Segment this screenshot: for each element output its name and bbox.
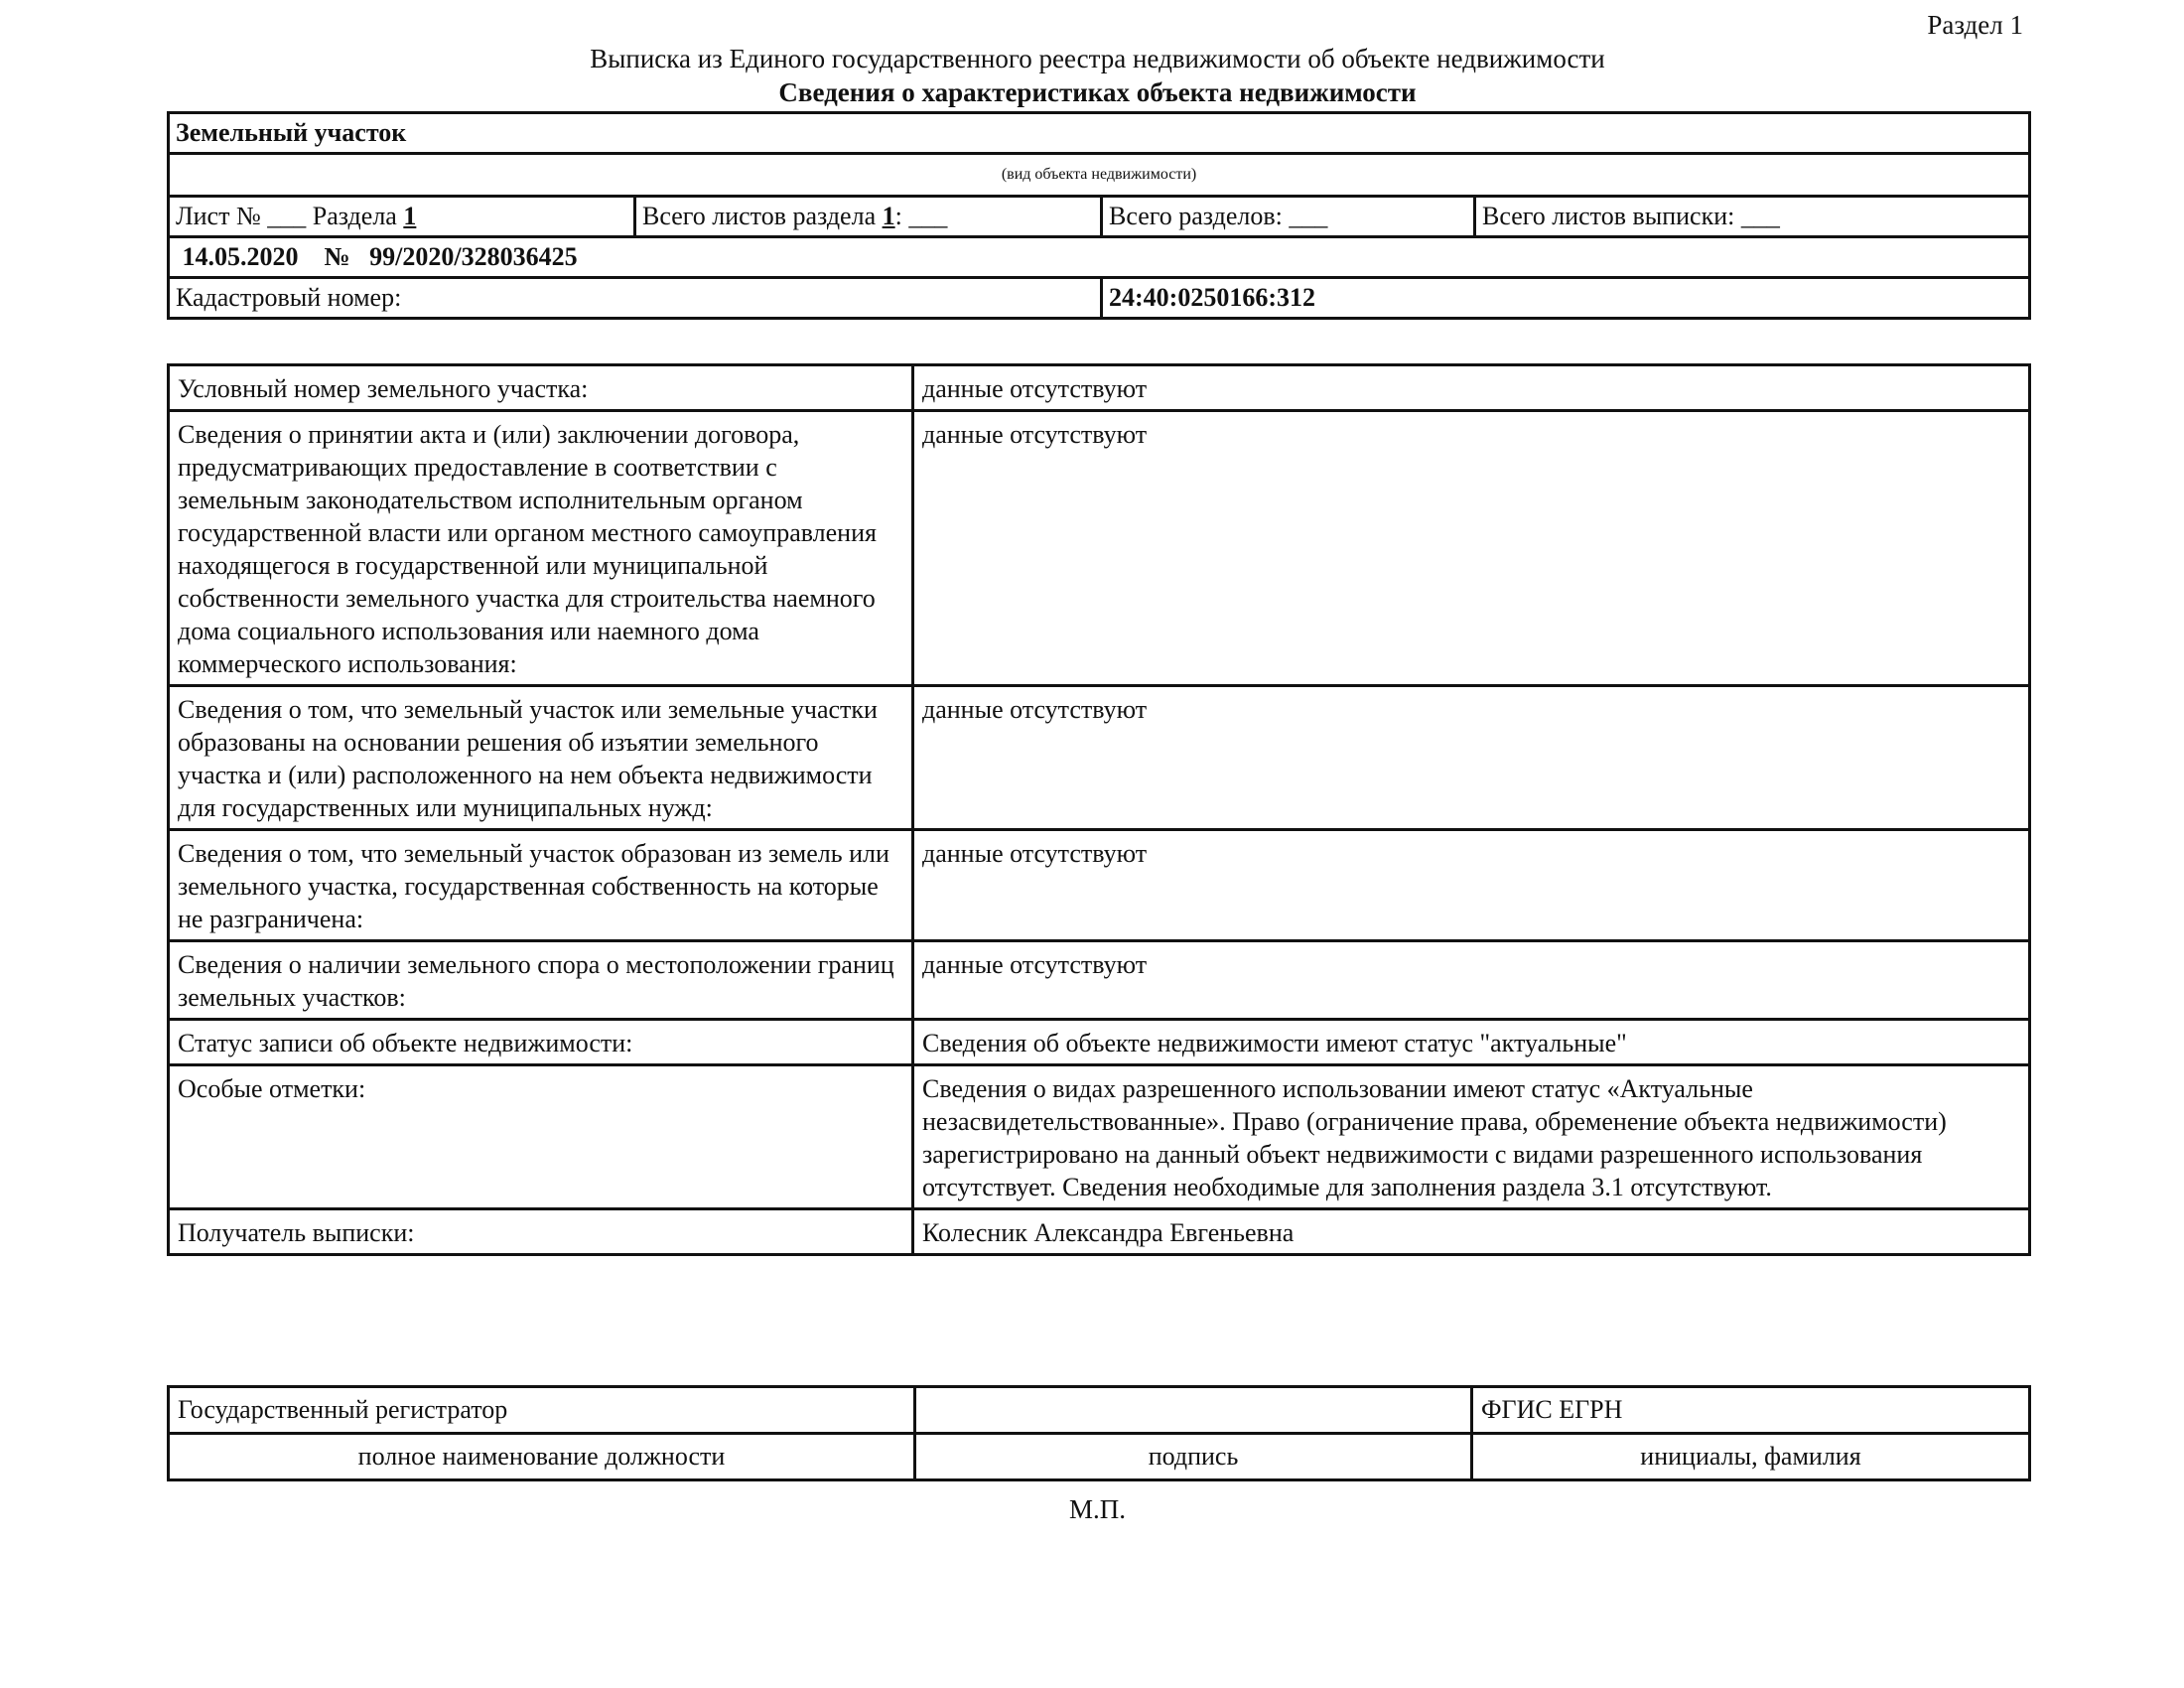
position-caption: полное наименование должности: [169, 1434, 915, 1480]
row-label: Сведения о наличии земельного спора о местоположении границ земельных участков:: [169, 941, 913, 1020]
signature-caption: подпись: [915, 1434, 1472, 1480]
row-value: Сведения об объекте недвижимости имеют статус "актуальные": [913, 1020, 2030, 1065]
row-value: данные отсутствуют: [913, 365, 2030, 411]
row-label: Сведения о том, что земельный участок образован из земель или земельного участка, государственная собственность на которые не разграничена:: [169, 830, 913, 941]
row-value: данные отсутствуют: [913, 411, 2030, 686]
table-row: [169, 1209, 2030, 1255]
registrar-signature: [915, 1387, 1472, 1434]
stamp-place: М.П.: [1068, 1494, 1126, 1524]
registrar-position: Государственный регистратор: [169, 1387, 915, 1434]
sheet-number-value: 1: [403, 202, 417, 230]
row-label: Условный номер земельного участка:: [169, 365, 913, 411]
cadastral-value: 24:40:0250166:312: [1102, 278, 2030, 319]
object-type: Земельный участок: [169, 113, 2030, 154]
table-row: [169, 830, 2030, 941]
table-row: [169, 365, 2030, 411]
header-table: [167, 111, 2031, 320]
table-row: [169, 1020, 2030, 1065]
extract-date-number: [169, 237, 2030, 278]
row-label: Получатель выписки:: [169, 1209, 913, 1255]
total-sheets-extract: Всего листов выписки: ___: [1475, 197, 2030, 237]
row-value: Сведения о видах разрешенного использовании имеют статус «Актуальные незасвидетельствованные». Право (ограничение права, обременение объекта недвижимости) зарегистрировано на данный объект недвижимости с видами разрешенного использования отсутствует. Сведения необходимые для заполнения раздела 3.1 отсутствуют.: [913, 1065, 2030, 1209]
signature-table: [167, 1385, 2031, 1481]
row-label: Сведения о принятии акта и (или) заключении договора, предусматривающих предоставление в соответствии с земельным законодательством исполнительным органом государственной власти или органом местного самоуправления находящегося в государственной или муниципальной собственности земельного участка для строительства наемного дома социального использования или наемного дома коммерческого использования:: [169, 411, 913, 686]
row-value: данные отсутствуют: [913, 941, 2030, 1020]
table-row: [169, 1065, 2030, 1209]
section-label: Раздел 1: [1927, 10, 2023, 40]
object-type-caption: (вид объекта недвижимости): [169, 154, 2030, 197]
document-title: Выписка из Единого государственного реестра недвижимости об объекте недвижимости: [590, 44, 1605, 73]
cadastral-label: Кадастровый номер:: [169, 278, 1102, 319]
registrar-name: ФГИС ЕГРН: [1472, 1387, 2030, 1434]
table-row: [169, 686, 2030, 830]
total-sheets-section-suffix: : ___: [894, 202, 948, 230]
total-sections: Всего разделов: ___: [1102, 197, 1475, 237]
name-caption: инициалы, фамилия: [1472, 1434, 2030, 1480]
document-subtitle: Сведения о характеристиках объекта недвижимости: [778, 77, 1417, 107]
extract-date: 14.05.2020: [182, 242, 299, 271]
row-value: данные отсутствуют: [913, 686, 2030, 830]
row-label: Сведения о том, что земельный участок или земельные участки образованы на основании решения об изъятии земельного участка и (или) расположенного на нем объекта недвижимости для государственных или муниципальных нужд:: [169, 686, 913, 830]
extract-number: 99/2020/328036425: [369, 242, 578, 271]
number-sign: №: [324, 242, 350, 271]
table-row: [169, 941, 2030, 1020]
row-label: Статус записи об объекте недвижимости:: [169, 1020, 913, 1065]
total-sheets-section-value: 1: [882, 202, 895, 230]
sheet-number-prefix: Лист № ___ Раздела: [176, 202, 397, 230]
sheet-number-cell: [169, 197, 635, 237]
total-sheets-section-prefix: Всего листов раздела: [642, 202, 877, 230]
row-value: Колесник Александра Евгеньевна: [913, 1209, 2030, 1255]
characteristics-table: [167, 363, 2031, 1256]
row-value: данные отсутствуют: [913, 830, 2030, 941]
total-sheets-section-cell: [635, 197, 1102, 237]
table-row: [169, 411, 2030, 686]
row-label: Особые отметки:: [169, 1065, 913, 1209]
